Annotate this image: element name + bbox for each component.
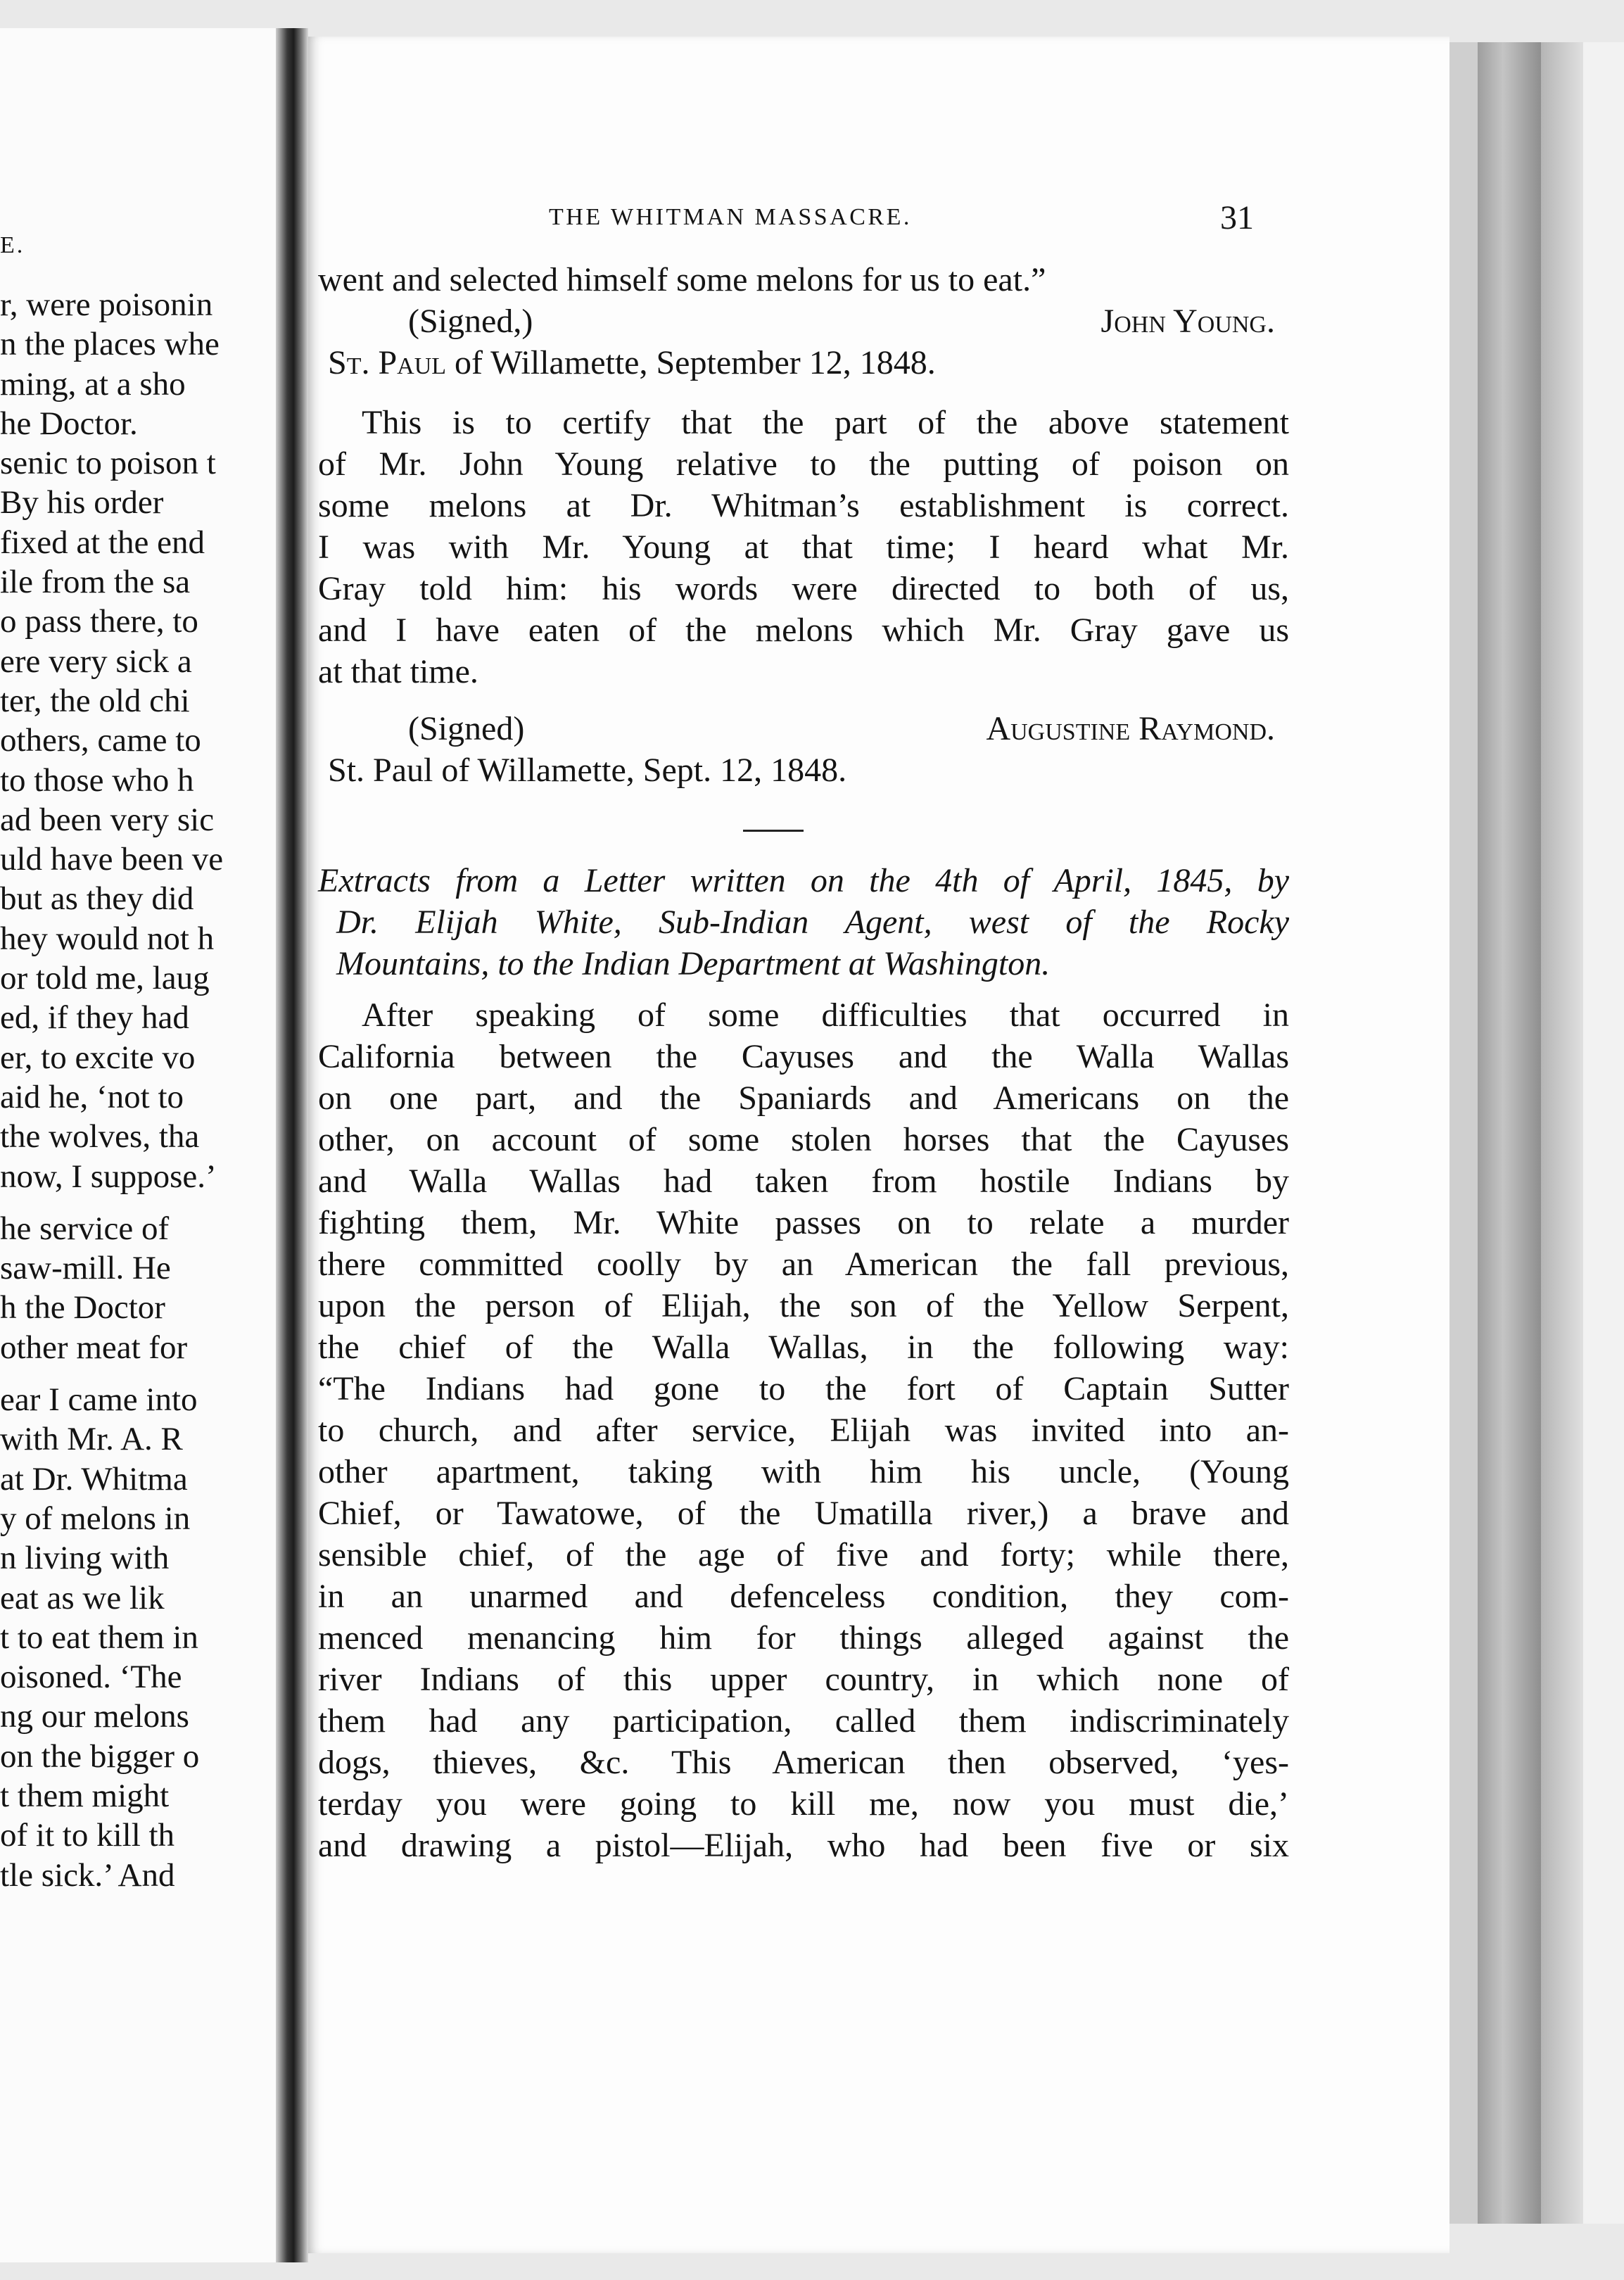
heading-line: Dr. Elijah White, Sub-Indian Agent, west of the Rocky: [336, 904, 1289, 941]
left-line: on the bigger o: [0, 1737, 200, 1775]
left-line: h the Doctor: [0, 1289, 165, 1326]
left-line: eat as we lik: [0, 1579, 165, 1616]
left-line: oisoned. ‘The: [0, 1659, 182, 1696]
text-line: upon the person of Elijah, the son of the Yellow Serpent,: [318, 1287, 1289, 1324]
left-page-text: [0, 285, 294, 1895]
left-line: hey would not h: [0, 920, 215, 957]
heading-line: Extracts from a Letter written on the 4th of April, 1845, by: [318, 862, 1289, 899]
text-line: California between the Cayuses and the Walla Wallas: [318, 1038, 1289, 1075]
text-line: at that time.: [318, 653, 478, 690]
place-name: St. Paul: [328, 344, 447, 381]
signed-label: (Signed,): [408, 303, 533, 340]
signature-row: [318, 708, 1289, 749]
signed-label: (Signed): [408, 710, 525, 747]
text-line: them had any participation, called them indiscriminately: [318, 1702, 1289, 1740]
left-line: now, I suppose.’: [0, 1158, 217, 1195]
left-line: t to eat them in: [0, 1619, 198, 1656]
left-line: n living with: [0, 1540, 170, 1577]
left-line: with Mr. A. R: [0, 1421, 183, 1458]
left-page: [0, 28, 294, 2262]
place-date: [318, 342, 1289, 384]
left-line: uld have been ve: [0, 841, 224, 878]
page-body: [318, 259, 1289, 1866]
text-line: After speaking of some difficulties that occurred in: [362, 996, 1289, 1034]
left-line: tle sick.’ And: [0, 1856, 175, 1894]
left-line: t them might: [0, 1777, 170, 1814]
signatory-name: Augustine Raymond.: [986, 710, 1275, 747]
text-line: fighting them, Mr. White passes on to relate a murder: [318, 1204, 1289, 1241]
running-head: THE WHITMAN MASSACRE.: [549, 204, 912, 230]
page-edge: [1478, 42, 1541, 2224]
left-line: aid he, ‘not to: [0, 1078, 184, 1115]
left-line: but as they did: [0, 880, 194, 918]
text-line: I was with Mr. Young at that time; I heard what Mr.: [318, 528, 1289, 566]
left-line: ere very sick a: [0, 642, 192, 680]
letter-paragraph: [318, 994, 1289, 1866]
certificate-paragraph: [318, 402, 1289, 692]
page-edge: [1449, 42, 1478, 2224]
book-gutter: [276, 28, 308, 2262]
left-line: saw-mill. He: [0, 1250, 171, 1287]
left-line: ed, if they had: [0, 999, 189, 1037]
text-line: to church, and after service, Elijah was invited into an-: [318, 1412, 1289, 1449]
text-line: on one part, and the Spaniards and Americans on the: [318, 1079, 1289, 1117]
heading-line: Mountains, to the Indian Department at Washington.: [336, 945, 1051, 982]
text-line: menced menancing him for things alleged against the: [318, 1619, 1289, 1657]
left-line: o pass there, to: [0, 603, 198, 640]
left-line: or told me, laug: [0, 960, 210, 997]
page-edge: [1583, 42, 1624, 2224]
place-date: St. Paul of Willamette, Sept. 12, 1848.: [328, 752, 847, 789]
text-line: of Mr. John Young relative to the putting of poison on: [318, 445, 1289, 483]
text-line: went and selected himself some melons for us to eat.”: [318, 261, 1046, 298]
text-line: there committed coolly by an American the fall previous,: [318, 1246, 1289, 1283]
left-line: he service of: [0, 1210, 170, 1247]
left-line: he Doctor.: [0, 405, 138, 442]
left-line: er, to excite vo: [0, 1039, 196, 1076]
left-running-head: E.: [0, 232, 25, 258]
left-line: ear I came into: [0, 1381, 198, 1419]
left-line: others, came to: [0, 722, 201, 759]
place-date-rest: of Willamette, September 12, 1848.: [446, 344, 936, 381]
left-line: ming, at a sho: [0, 365, 186, 403]
text-line: some melons at Dr. Whitman’s establishment is correct.: [318, 487, 1289, 524]
text-line: Gray told him: his words were directed to both of us,: [318, 570, 1289, 607]
text-line: “The Indians had gone to the fort of Captain Sutter: [318, 1370, 1289, 1407]
left-line: to those who h: [0, 761, 194, 799]
text-line: other, on account of some stolen horses that the Cayuses: [318, 1121, 1289, 1158]
page-number: 31: [1220, 199, 1254, 236]
left-line: ng our melons: [0, 1698, 189, 1735]
text-line: the chief of the Walla Wallas, in the following way:: [318, 1329, 1289, 1366]
signatory-name: John Young.: [1100, 303, 1275, 340]
text-line: dogs, thieves, &c. This American then observed, ‘yes-: [318, 1744, 1289, 1781]
left-line: n the places whe: [0, 326, 220, 363]
left-line: ile from the sa: [0, 564, 191, 601]
page-edge: [1541, 42, 1583, 2224]
left-line: By his order: [0, 484, 164, 521]
text-line: river Indians of this upper country, in which none of: [318, 1661, 1289, 1698]
section-rule: [743, 830, 804, 832]
text-line: sensible chief, of the age of five and forty; while there,: [318, 1536, 1289, 1573]
left-line: fixed at the end: [0, 524, 205, 561]
text-line: and Walla Wallas had taken from hostile Indians by: [318, 1163, 1289, 1200]
left-line: of it to kill th: [0, 1817, 175, 1854]
left-line: the wolves, tha: [0, 1118, 200, 1155]
left-line: senic to poison t: [0, 445, 216, 482]
left-line: y of melons in: [0, 1500, 191, 1537]
left-line: at Dr. Whitma: [0, 1460, 188, 1497]
left-line: ter, the old chi: [0, 682, 190, 719]
left-line: ad been very sic: [0, 801, 215, 838]
section-heading: [318, 860, 1289, 984]
text-line: other apartment, taking with him his uncle, (Young: [318, 1453, 1289, 1490]
text-line: terday you were going to kill me, now you must die,’: [318, 1785, 1289, 1823]
text-line: in an unarmed and defenceless condition, they com-: [318, 1578, 1289, 1615]
text-line: This is to certify that the part of the above statement: [362, 404, 1289, 441]
signature-row: [318, 300, 1289, 342]
text-line: and I have eaten of the melons which Mr. Gray gave us: [318, 612, 1289, 649]
left-line: r, were poisonin: [0, 286, 213, 323]
text-line: and drawing a pistol—Elijah, who had been five or six: [318, 1827, 1289, 1864]
left-line: other meat for: [0, 1329, 188, 1366]
text-line: Chief, or Tawatowe, of the Umatilla river,) a brave and: [318, 1495, 1289, 1532]
